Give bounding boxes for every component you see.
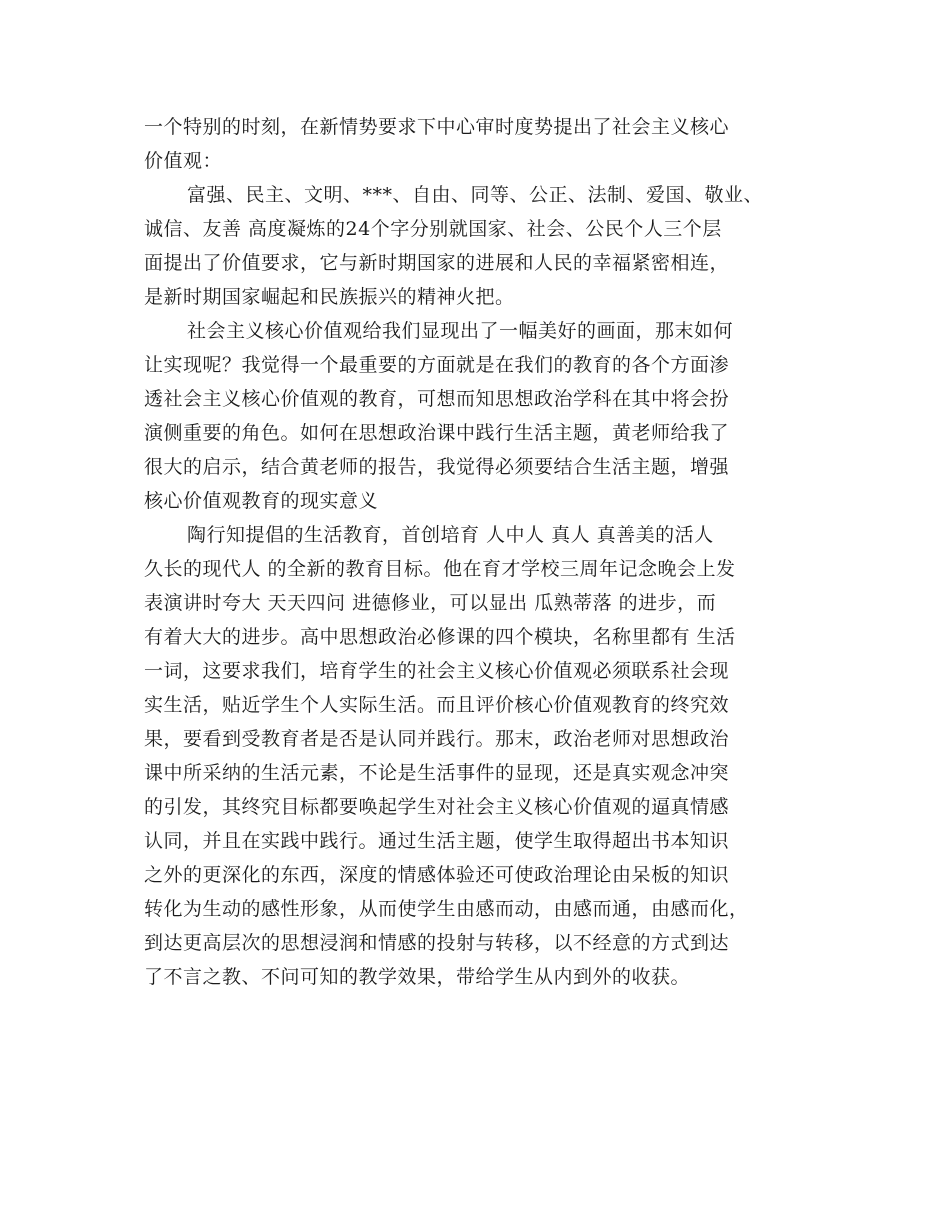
text-line: 透社会主义核心价值观的教育，可想而知思想政治学科在其中将会扮 xyxy=(144,388,730,410)
text-line: 诚信、友善 高度凝炼的24个字分别就国家、社会、公民个人三个层 xyxy=(144,218,722,240)
text-line: 面提出了价值要求，它与新时期国家的进展和人民的幸福紧密相连， xyxy=(144,252,730,274)
text-line: 果，要看到受教育者是否是认同并践行。那末，政治老师对思想政治 xyxy=(144,728,730,750)
text-line: 久长的现代人 的全新的教育目标。他在育才学校三周年记念晚会上发 xyxy=(144,558,736,580)
text-line: 社会主义核心价值观给我们显现出了一幅美好的画面，那末如何 xyxy=(187,320,734,342)
text-line: 核心价值观教育的现实意义 xyxy=(144,490,379,512)
text-line: 表演讲时夸大 天天四问 进德修业，可以显出 瓜熟蒂落 的进步，而 xyxy=(144,592,717,614)
text-line: 很大的启示，结合黄老师的报告，我觉得必须要结合生活主题，增强 xyxy=(144,456,730,478)
text-line: 了不言之教、不问可知的教学效果，带给学生从内到外的收获。 xyxy=(144,966,691,988)
text-line: 到达更高层次的思想浸润和情感的投射与转移，以不经意的方式到达 xyxy=(144,932,730,954)
text-line: 一词，这要求我们，培育学生的社会主义核心价值观必须联系社会现 xyxy=(144,660,730,682)
text-line: 一个特别的时刻，在新情势要求下中心审时度势提出了社会主义核心 xyxy=(144,116,730,138)
text-line: 认同，并且在实践中践行。通过生活主题，使学生取得超出书本知识 xyxy=(144,830,730,852)
text-line: 演侧重要的角色。如何在思想政治课中践行生活主题，黄老师给我了 xyxy=(144,422,730,444)
text-line: 陶行知提倡的生活教育，首创培育 人中人 真人 真善美的活人 xyxy=(187,524,714,546)
text-line: 实生活，贴近学生个人实际生活。而且评价核心价值观教育的终究效 xyxy=(144,694,730,716)
text-line: 价值观： xyxy=(144,150,223,172)
text-line: 富强、民主、文明、***、自由、同等、公正、法制、爱国、敬业、 xyxy=(187,184,764,206)
text-line: 转化为生动的感性形象，从而使学生由感而动，由感而通，由感而化， xyxy=(144,898,749,920)
text-line: 让实现呢？我觉得一个最重要的方面就是在我们的教育的各个方面渗 xyxy=(144,354,730,376)
text-line: 课中所采纳的生活元素，不论是生活事件的显现，还是真实观念冲突 xyxy=(144,762,730,784)
text-line: 是新时期国家崛起和民族振兴的精神火把。 xyxy=(144,286,515,308)
text-line: 之外的更深化的东西，深度的情感体验还可使政治理论由呆板的知识 xyxy=(144,864,730,886)
document-body xyxy=(144,110,834,994)
text-line: 的引发，其终究目标都要唤起学生对社会主义核心价值观的逼真情感 xyxy=(144,796,730,818)
text-line: 有着大大的进步。高中思想政治必修课的四个模块，名称里都有 生活 xyxy=(144,626,736,648)
